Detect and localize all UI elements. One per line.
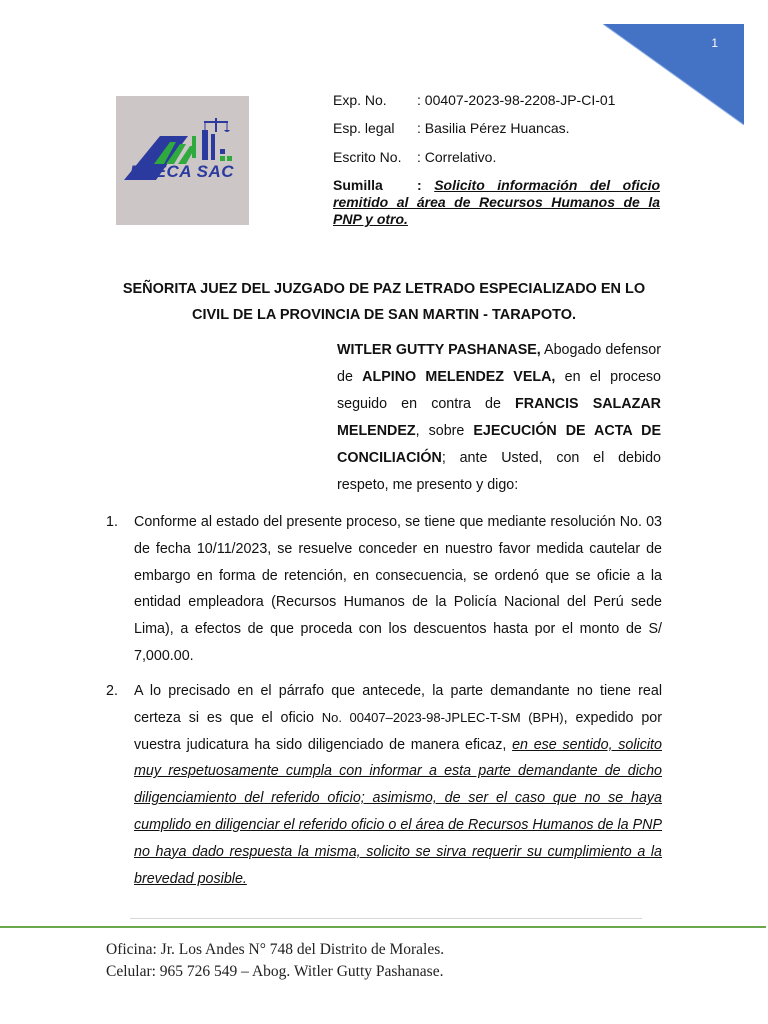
intro-text-4: ; ante Usted, con el debido respeto, me presento y digo:: [337, 450, 661, 493]
exp-value: : 00407-2023-98-2208-JP-CI-01: [417, 92, 616, 108]
item-request-underlined: en ese sentido, solicito muy respetuosamente cumpla con informar a esta parte demandante de dicho diligenciamiento del referido oficio; asimismo, de ser el caso que no se haya cumplido en diligenciar el referido oficio o el área de Recursos Humanos de la PNP no haya dado respuesta la misma, solicito se sirva requerir su cumplimiento a la brevedad posible.: [134, 736, 662, 887]
addressee-heading: [104, 276, 664, 328]
sumilla-block: [333, 177, 660, 228]
footer-divider-green: [0, 926, 766, 928]
item-text-c: , expedido por vuestra judicatura ha sido diligenciado de manera eficaz,: [134, 709, 662, 753]
oficio-number: No. 00407–2023-98-JPLEC-T-SM (BPH): [321, 709, 564, 725]
company-logo: [116, 96, 249, 225]
addressee-line-2: CIVIL DE LA PROVINCIA DE SAN MARTIN - TARAPOTO.: [192, 307, 576, 323]
escrito-label: Escrito No.: [333, 149, 402, 165]
page-number: 1: [711, 36, 718, 50]
opponent-name: FRANCIS SALAZAR MELENDEZ: [337, 396, 661, 439]
header-exp-row: [333, 92, 661, 109]
footer-divider-gray: [130, 918, 642, 919]
header-esp-row: [333, 120, 661, 137]
sumilla-colon: :: [417, 177, 422, 193]
item-text: Conforme al estado del presente proceso, se tiene que mediante resolución No. 03 de fecha 10/11/2023, se resuelve conceder en nuestro favor medida cautelar de embargo en forma de retención, en consecuencia, se ordenó que se oficie a la entidad empleadora (Recursos Humanos de la Policía Nacional del Perú sede Lima), a efectos de que proceda con los descuentos hasta por el monto de S/ 7,000.00.: [134, 514, 662, 664]
esp-value: : Basilia Pérez Huancas.: [417, 120, 570, 136]
exp-label: Exp. No.: [333, 92, 387, 108]
sumilla-label: Sumilla: [333, 177, 383, 193]
intro-text-2: en el proceso seguido en contra de: [337, 369, 662, 412]
intro-text-3: , sobre: [415, 423, 474, 439]
list-item: [106, 678, 662, 892]
lawyer-name: WITLER GUTTY PASHANASE,: [337, 342, 541, 358]
footer-phone: Celular: 965 726 549 – Abog. Witler Gutty Pashanase.: [106, 963, 444, 980]
list-item: [106, 509, 662, 670]
corner-triangle-decoration: [603, 24, 744, 125]
item-number: 2.: [106, 683, 118, 699]
item-text-a: A lo precisado en el párrafo que antecede, la parte demandante no tiene real certeza si es que el oficio: [134, 683, 662, 726]
item-number: 1.: [106, 514, 118, 530]
esp-label: Esp. legal: [333, 120, 395, 136]
logo-graphic: [116, 96, 249, 225]
item-text: [134, 678, 662, 892]
escrito-value: : Correlativo.: [417, 149, 497, 165]
case-subject: EJECUCIÓN DE ACTA DE CONCILIACIÓN: [337, 423, 661, 466]
intro-paragraph: [337, 337, 661, 499]
footer-office: Oficina: Jr. Los Andes N° 748 del Distrito de Morales.: [106, 941, 445, 958]
header-escrito-row: [333, 149, 661, 166]
logo-text: PRECA SAC: [130, 162, 234, 181]
footer-contact: [106, 939, 444, 983]
intro-text-1: Abogado defensor de: [337, 342, 661, 385]
sumilla-text: Solicito información del oficio remitido al área de Recursos Humanos de la PNP y otro.: [333, 177, 661, 227]
addressee-line-1: SEÑORITA JUEZ DEL JUZGADO DE PAZ LETRADO ESPECIALIZADO EN LO: [122, 281, 646, 297]
client-name: ALPINO MELENDEZ VELA,: [362, 369, 556, 385]
